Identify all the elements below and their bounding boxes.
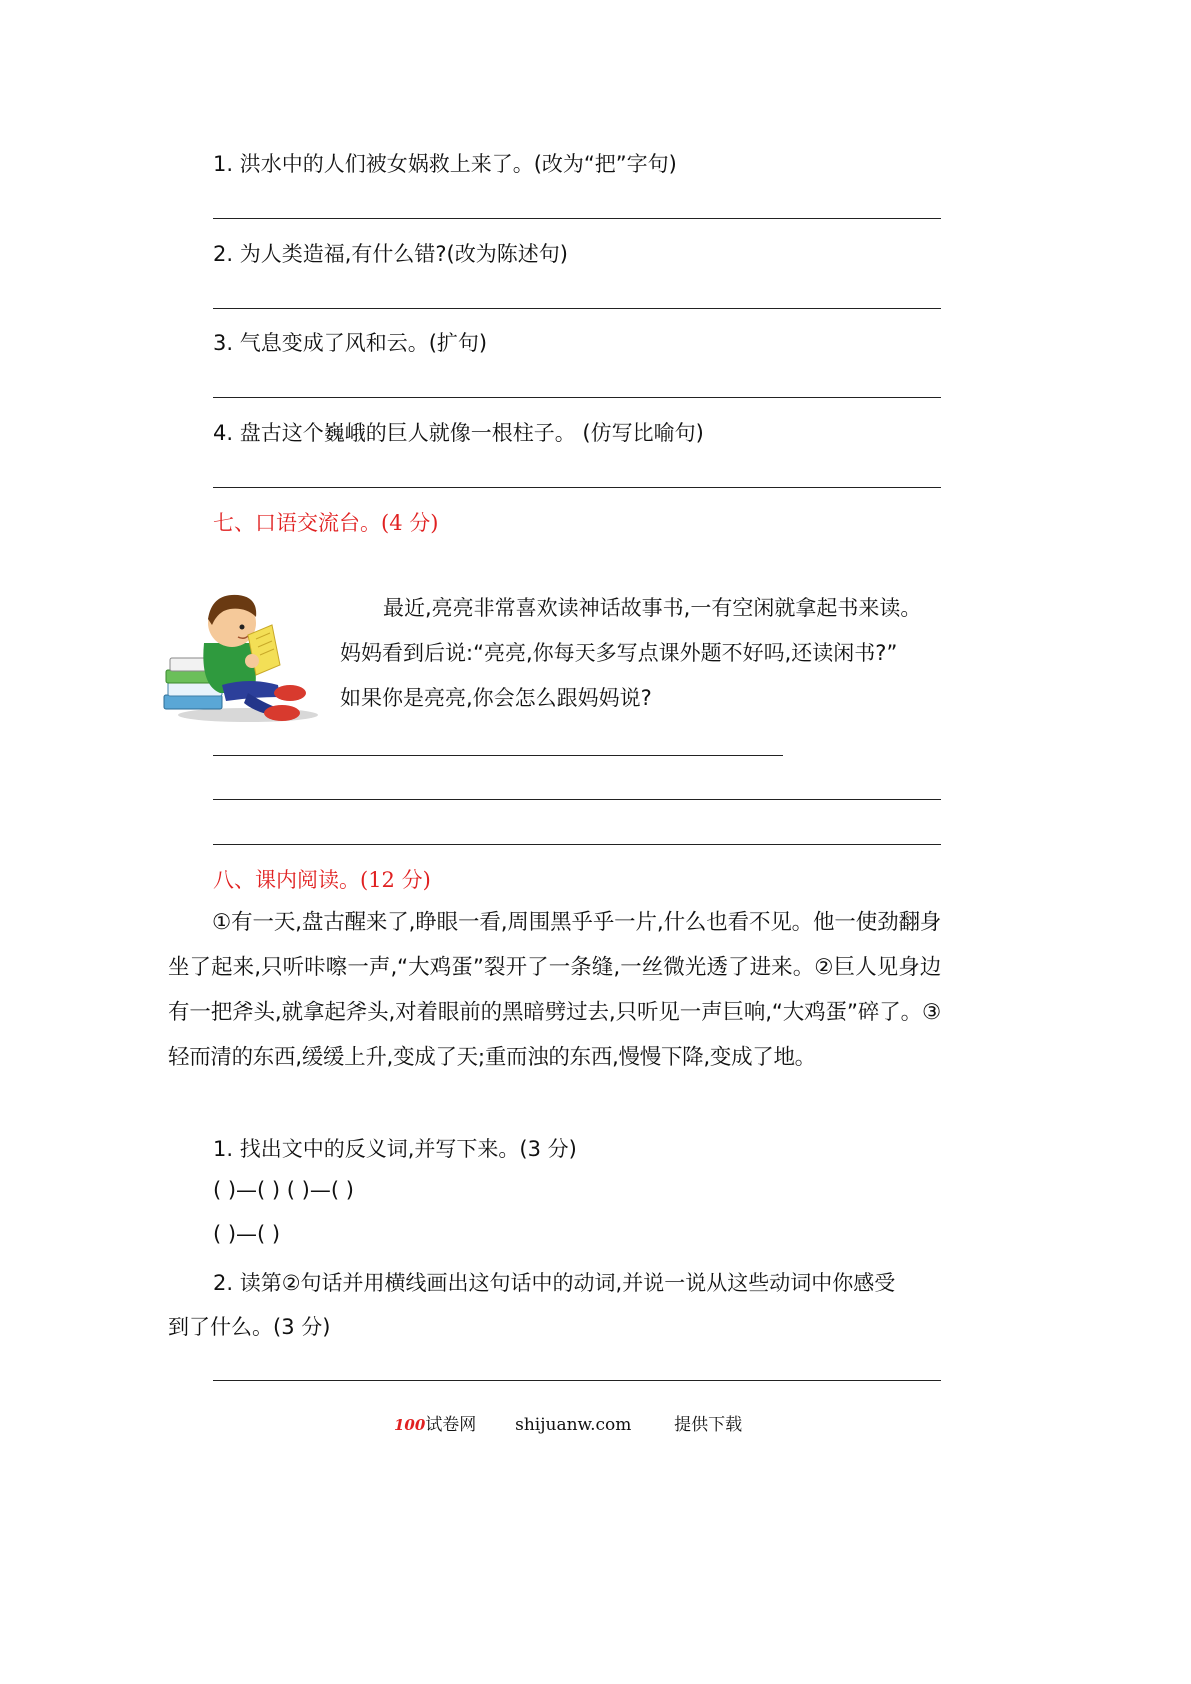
question-4: 4. 盘古这个巍峨的巨人就像一根柱子。 (仿写比喻句) (213, 421, 704, 445)
boy-reading-book-illustration (160, 585, 330, 725)
site-domain-link[interactable]: shijuanw.com (515, 1415, 632, 1435)
reading-question-1: 1. 找出文中的反义词,并写下来。(3 分) (213, 1137, 577, 1161)
antonym-blanks-row-2[interactable]: ( )—( ) (213, 1222, 281, 1246)
answer-line-3[interactable] (213, 397, 941, 398)
footer-tagline: 提供下载 (674, 1415, 743, 1435)
answer-line-7[interactable] (213, 844, 941, 845)
section-7-scenario (340, 586, 942, 721)
answer-line-4[interactable] (213, 487, 941, 488)
question-3: 3. 气息变成了风和云。(扩句) (213, 331, 488, 355)
site-logo: 100 (394, 1416, 426, 1434)
scenario-line-1: 最近,亮亮非常喜欢读神话故事书,一有空闲就拿起书来读。 (383, 596, 922, 620)
antonym-blanks-row-1[interactable]: ( )—( ) ( )—( ) (213, 1178, 354, 1202)
site-name: 试卷网 (425, 1415, 477, 1435)
footer (394, 1410, 742, 1435)
answer-line-5[interactable] (213, 755, 783, 756)
section-7-title: 七、口语交流台。(4 分) (213, 511, 439, 535)
reading-question-2-line-2: 到了什么。(3 分) (168, 1315, 331, 1339)
answer-line-2[interactable] (213, 308, 941, 309)
question-1: 1. 洪水中的人们被女娲救上来了。(改为“把”字句) (213, 152, 677, 176)
scenario-line-2: 妈妈看到后说:“亮亮,你每天多写点课外题不好吗,还读闲书?” (340, 641, 898, 665)
answer-line-6[interactable] (213, 799, 941, 800)
reading-passage: ①有一天,盘古醒来了,睁眼一看,周围黑乎乎一片,什么也看不见。他一使劲翻身坐了起来,只听咔嚓一声,“大鸡蛋”裂开了一条缝,一丝微光透了进来。②巨人见身边有一把斧头,就拿起斧头,对着眼前的黑暗劈过去,只听见一声巨响,“大鸡蛋”碎了。③轻而清的东西,缓缓上升,变成了天;重而浊的东西,慢慢下降,变成了地。 (168, 910, 941, 1070)
answer-line-8[interactable] (213, 1380, 941, 1381)
scenario-line-3: 如果你是亮亮,你会怎么跟妈妈说? (340, 686, 652, 710)
reading-question-2-line-1: 2. 读第②句话并用横线画出这句话中的动词,并说一说从这些动词中你感受 (213, 1271, 896, 1295)
answer-line-1[interactable] (213, 218, 941, 219)
question-2: 2. 为人类造福,有什么错?(改为陈述句) (213, 242, 568, 266)
section-8-title: 八、课内阅读。(12 分) (213, 868, 431, 892)
